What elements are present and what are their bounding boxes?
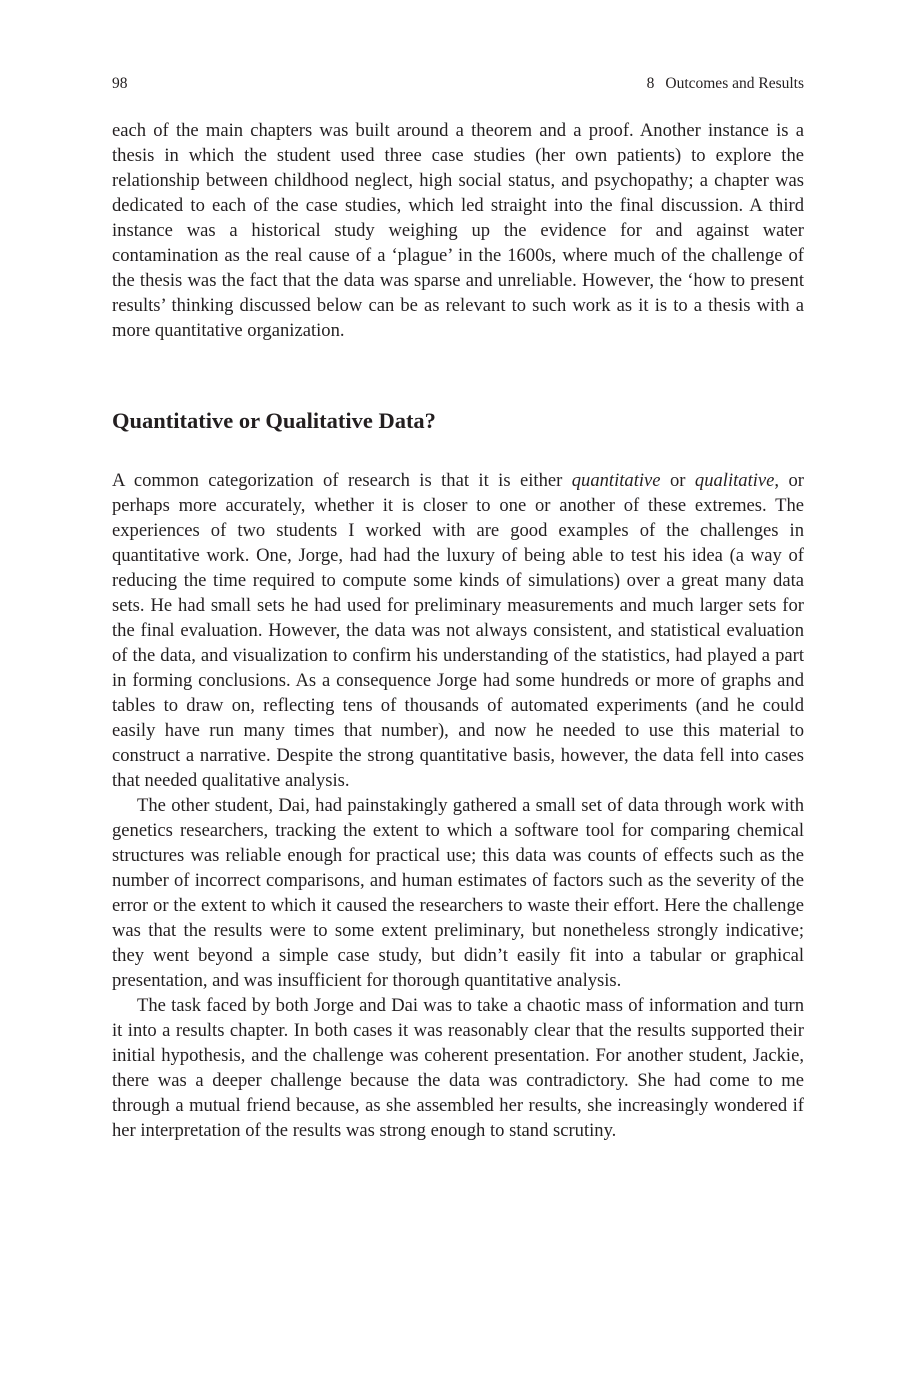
- paragraph-intro: each of the main chapters was built around a theorem and a proof. Another instance is a thesis in which the student used three case studies (her own patients) to explore the relationship between childhood neglect, high social status, and psychopathy; a chapter was dedicated to each of the case studies, which led straight into the final discussion. A third instance was a historical study weighing up the evidence for and against water contamination as the real cause of a ‘plague’ in the 1600s, where much of the challenge of the thesis was the fact that the data was sparse and unreliable. However, the ‘how to present results’ thinking discussed below can be as relevant to such work as it is to a thesis with a more quantitative organization.: [112, 120, 804, 341]
- chapter-number: 8: [646, 75, 655, 92]
- chapter-title: Outcomes and Results: [665, 75, 804, 92]
- page-number: 98: [112, 75, 128, 92]
- paragraph-quant-qual: [112, 468, 804, 793]
- term-qualitative: qualitative: [694, 470, 775, 491]
- paragraph-dai: The other student, Dai, had painstakingly gathered a small set of data through work with genetics researchers, tracking the extent to which a software tool for comparing chemical structures was reliable enough for practical use; this data was counts of effects such as the number of incorrect comparisons, and human estimates of factors such as the severity of the error or the extent to which it caused the researchers to waste their effort. Here the challenge was that the results were to some extent preliminary, but nonetheless strongly indicative; they went beyond a simple case study, but didn’t easily fit into a tabular or graphical presentation, and was insufficient for thorough quantitative analysis.: [112, 795, 804, 991]
- paragraph-text: or: [660, 470, 695, 491]
- section-heading: Quantitative or Qualitative Data?: [112, 408, 436, 433]
- paragraph-jorge-dai-jackie: The task faced by both Jorge and Dai was to take a chaotic mass of information and turn it into a results chapter. In both cases it was reasonably clear that the results supported their initial hypothesis, and the challenge was coherent presentation. For another student, Jackie, there was a deeper challenge because the data was contradictory. She had come to me through a mutual friend because, as she assembled her results, she increasingly wondered if her interpretation of the results was strong enough to stand scrutiny.: [112, 995, 804, 1141]
- intro-section: [112, 118, 804, 343]
- paragraph-text: , or perhaps more accurately, whether it is closer to one or another of these extremes. The experiences of two students I worked with are good examples of the challenges in quantitative work. One, Jorge, had had the luxury of being able to test his idea (a way of reducing the time required to compute some kinds of simulations) over a great many data sets. He had small sets he had used for preliminary measurements and much larger sets for the final evaluation. However, the data was not always consistent, and statistical evaluation of the data, and visualization to confirm his understanding of the statistics, had played a part in forming conclusions. As a consequence Jorge had some hundreds or more of graphs and tables to draw on, reflecting tens of thousands of automated experiments (and he could easily have run many times that number), and now he needed to use this material to construct a narrative. Despite the strong quantitative basis, however, the data fell into cases that needed qualitative analysis.: [112, 470, 804, 791]
- chapter-header: [647, 74, 804, 94]
- running-head: [112, 74, 804, 94]
- term-quantitative: quantitative: [571, 470, 661, 491]
- section-body: [112, 468, 804, 1143]
- paragraph-text: A common categorization of research is that it is either: [112, 470, 572, 491]
